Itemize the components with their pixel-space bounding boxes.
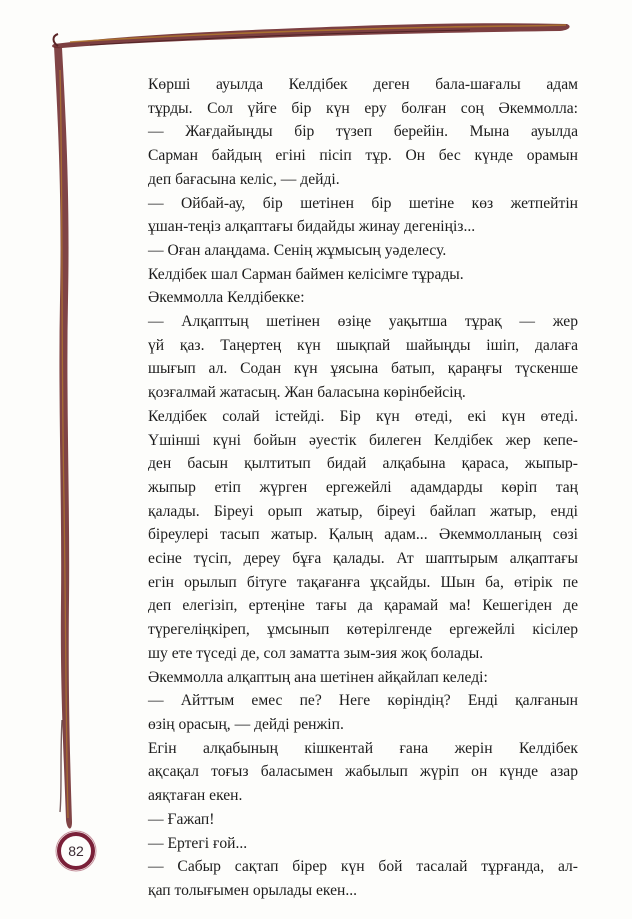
text-line: — Жағдайыңды бір түзеп берейін. Мына ауылда <box>148 123 578 141</box>
text-line: Егін алқабының кішкентай ғана жерін Келдібек <box>148 739 578 757</box>
text-line: жыпыр етіп жүрген ергежейлі адамдарды көріп таң <box>148 478 578 496</box>
text-line: үй қаз. Таңертең күн шықпай шайыңды ішіп, далаға <box>148 336 578 354</box>
text-line: Әкеммолла Келдібекке: <box>148 289 305 307</box>
page-number: 82 <box>68 843 84 859</box>
text-line: — Алқаптың шетінен өзіңе уақытша тұрақ — жер <box>148 313 578 331</box>
text-line: ден басын қылтитып бидай алқабына қараса, жыпыр- <box>148 455 578 473</box>
text-line: аяқтаған екен. <box>148 787 243 805</box>
text-line: Әкеммолла алқаптың ана шетінен айқайлап келеді: <box>148 668 488 686</box>
text-line: Келдібек шал Сарман баймен келісімге тұрады. <box>148 265 464 283</box>
text-line: Үшінші күні бойын әуестік билеген Келдібек жер кепе- <box>148 431 578 449</box>
text-line: шу ете түседі де, сол заматта зым-зия жоқ болады. <box>148 644 484 662</box>
text-line: түрегеліңкіреп, ұмсынып көтерілгенде ергежейлі кісілер <box>148 621 578 639</box>
text-line: есіне түсіп, дереу бұға қалады. Ат шаптырым алқаптағы <box>148 550 578 568</box>
text-line: қап толығымен орылады екен... <box>148 881 358 899</box>
story-text <box>148 73 578 903</box>
text-line: — Ертегі ғой... <box>148 834 248 852</box>
text-line: ақсақал тоғыз баласымен жабылып жүріп он күнде азар <box>148 763 578 781</box>
text-line: қалады. Біреуі орып жатыр, біреуі байлап жатыр, енді <box>148 502 578 520</box>
text-line: өзің орасың, — дейді ренжіп. <box>148 715 344 733</box>
text-line: — Сабыр сақтап бірер күн бой тасалай тұрғанда, ал- <box>148 858 578 876</box>
text-line: — Айттым емес пе? Неге көріндің? Енді қалғанын <box>148 692 578 710</box>
text-line: шығып ал. Содан күн ұясына батып, қараңғы түскенше <box>148 360 578 378</box>
text-line: — Оған алаңдама. Сенің жұмысың уәделесу. <box>148 241 447 259</box>
text-line: қозғалмай жатасың. Жан баласына көрінбейсің. <box>148 384 466 402</box>
text-line: Сарман байдың егіні пісіп тұр. Он бес күнде орамын <box>148 147 578 165</box>
text-line: Көрші ауылда Келдібек деген бала-шағалы адам <box>148 76 578 93</box>
text-line: — Ойбай-ау, бір шетінен бір шетіне көз жетпейтін <box>148 194 578 212</box>
text-line: — Ғажап! <box>148 810 215 828</box>
text-line: ұшан-теңіз алқаптағы бидайды жинау дегеніңіз... <box>148 218 476 236</box>
text-line: біреулері тасып жатыр. Қалың адам... Әкеммолланың сөзі <box>148 526 578 544</box>
text-line: егін орылып бітуге тақағанға ұқсайды. Шын ба, өтірік пе <box>148 573 578 591</box>
text-line: Келдібек солай істейді. Бір күн өтеді, екі күн өтеді. <box>148 407 578 425</box>
text-line: деп бағасына келіс, — дейді. <box>148 170 340 188</box>
text-line: тұрды. Сол үйге бір күн еру болған соң Әкеммолла: <box>148 99 578 117</box>
text-line: деп елегізіп, ертеңіне тағы да қарамай ма! Кешегіден де <box>148 597 578 615</box>
